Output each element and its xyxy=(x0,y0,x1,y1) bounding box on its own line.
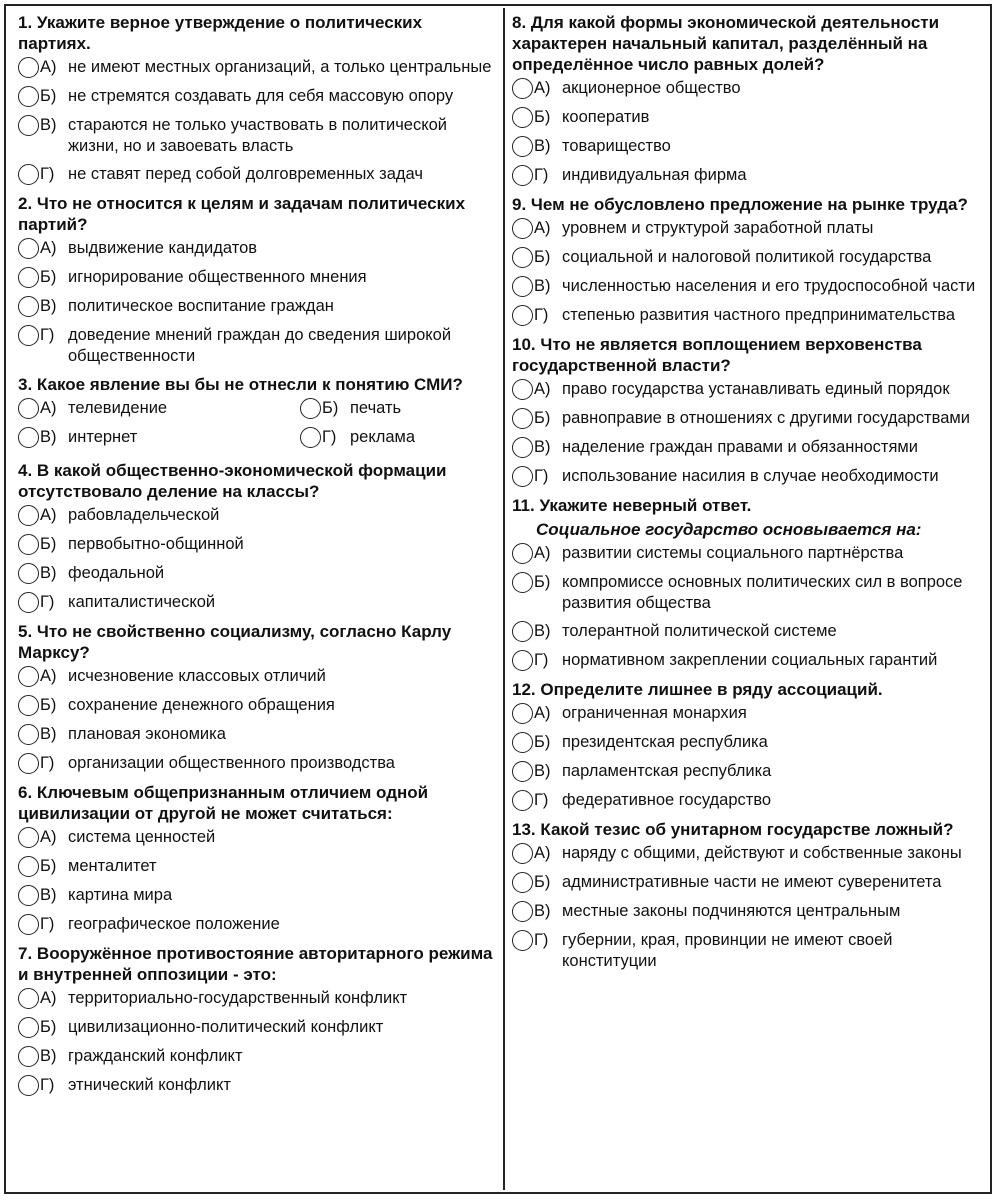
answer-option[interactable] xyxy=(512,78,986,100)
question-number: 5. xyxy=(18,622,33,641)
answer-option[interactable] xyxy=(18,86,498,108)
answer-option[interactable] xyxy=(18,427,300,449)
answer-option[interactable] xyxy=(512,621,986,643)
answer-letter: А) xyxy=(534,544,551,562)
answer-text: реклама xyxy=(350,428,416,446)
answer-text: цивилизационно-политический конфликт xyxy=(68,1018,384,1036)
answer-option[interactable] xyxy=(512,276,986,298)
answer-text: административные части не имеют суверенитета xyxy=(562,873,942,891)
answer-text: акционерное общество xyxy=(562,79,741,97)
answer-option[interactable] xyxy=(18,1046,498,1068)
answer-letter: Б) xyxy=(534,573,551,591)
answer-option[interactable] xyxy=(18,164,498,186)
question-text: Укажите верное утверждение о политических партиях. xyxy=(18,13,423,53)
answer-text: географическое положение xyxy=(68,915,280,933)
answer-letter: В) xyxy=(40,428,57,446)
question-title xyxy=(512,194,986,215)
answer-option[interactable] xyxy=(18,505,498,527)
answer-letter: Г) xyxy=(322,428,337,446)
answer-radio-circle-icon[interactable] xyxy=(18,296,39,317)
answer-radio-circle-icon[interactable] xyxy=(18,505,39,526)
answer-text: равноправие в отношениях с другими государствами xyxy=(562,409,970,427)
question-title xyxy=(512,679,986,700)
answer-text: уровнем и структурой заработной платы xyxy=(562,219,874,237)
answer-option[interactable] xyxy=(18,398,300,420)
answer-radio-circle-icon[interactable] xyxy=(18,592,39,613)
answer-radio-circle-icon[interactable] xyxy=(18,885,39,906)
answer-option[interactable] xyxy=(512,930,986,972)
answer-radio-circle-icon[interactable] xyxy=(512,761,533,782)
question-title xyxy=(512,334,986,376)
answer-radio-circle-icon[interactable] xyxy=(512,136,533,157)
answer-option[interactable] xyxy=(18,1017,498,1039)
answer-option[interactable] xyxy=(512,136,986,158)
question-number: 3. xyxy=(18,375,33,394)
answer-option[interactable] xyxy=(18,988,498,1010)
question-text: Определите лишнее в ряду ассоциаций. xyxy=(540,680,883,699)
question-title xyxy=(18,943,498,985)
answer-option[interactable] xyxy=(512,437,986,459)
question-4 xyxy=(18,460,498,614)
answer-radio-circle-icon[interactable] xyxy=(18,267,39,288)
answer-letter: Б) xyxy=(534,248,551,266)
answer-option[interactable] xyxy=(18,534,498,556)
answer-text: численностью населения и его трудоспособной части xyxy=(562,277,976,295)
answer-text: право государства устанавливать единый порядок xyxy=(562,380,950,398)
answer-letter: А) xyxy=(40,506,57,524)
answer-radio-circle-icon[interactable] xyxy=(18,753,39,774)
answer-text: наряду с общими, действуют и собственные законы xyxy=(562,844,962,862)
answer-letter: Б) xyxy=(322,399,339,417)
answer-text: кооператив xyxy=(562,108,650,126)
answer-radio-circle-icon[interactable] xyxy=(512,218,533,239)
answer-radio-circle-icon[interactable] xyxy=(18,164,39,185)
answer-text: выдвижение кандидатов xyxy=(68,239,258,257)
answer-radio-circle-icon[interactable] xyxy=(512,408,533,429)
answer-option[interactable] xyxy=(18,238,498,260)
answer-option[interactable] xyxy=(512,247,986,269)
answer-option[interactable] xyxy=(18,827,498,849)
answer-text: социальной и налоговой политикой государства xyxy=(562,248,932,266)
answer-letter: Б) xyxy=(534,409,551,427)
answer-radio-circle-icon[interactable] xyxy=(18,115,39,136)
answer-text: не имеют местных организаций, а только центральные xyxy=(68,58,492,76)
answer-radio-circle-icon[interactable] xyxy=(512,872,533,893)
answer-option[interactable] xyxy=(512,408,986,430)
question-8 xyxy=(512,12,986,187)
answer-text: организации общественного производства xyxy=(68,754,395,772)
answer-radio-circle-icon[interactable] xyxy=(18,1046,39,1067)
question-12 xyxy=(512,679,986,812)
answer-radio-circle-icon[interactable] xyxy=(512,703,533,724)
answer-text: плановая экономика xyxy=(68,725,226,743)
answer-letter: Г) xyxy=(534,651,549,669)
answer-letter: А) xyxy=(534,844,551,862)
answer-letter: Б) xyxy=(40,268,57,286)
answer-text: телевидение xyxy=(68,399,168,417)
answer-option[interactable] xyxy=(512,379,986,401)
answer-letter: В) xyxy=(534,902,551,920)
answer-text: стараются не только участвовать в политической жизни, но и завоевать власть xyxy=(68,116,448,155)
answer-text: степенью развития частного предпринимательства xyxy=(562,306,956,324)
answer-option[interactable] xyxy=(18,856,498,878)
question-1 xyxy=(18,12,498,186)
question-title xyxy=(512,12,986,75)
question-number: 1. xyxy=(18,13,33,32)
answer-radio-circle-icon[interactable] xyxy=(18,86,39,107)
answer-letter: В) xyxy=(40,886,57,904)
answer-radio-circle-icon[interactable] xyxy=(512,843,533,864)
answer-letter: В) xyxy=(534,438,551,456)
answer-text: ограниченная монархия xyxy=(562,704,747,722)
answer-radio-circle-icon[interactable] xyxy=(18,398,39,419)
answer-radio-circle-icon[interactable] xyxy=(512,437,533,458)
answer-letter: Г) xyxy=(534,306,549,324)
answer-letter: А) xyxy=(534,704,551,722)
answer-option[interactable] xyxy=(512,843,986,865)
question-title xyxy=(18,12,498,54)
answer-option[interactable] xyxy=(18,592,498,614)
answer-letter: Б) xyxy=(534,108,551,126)
answer-letter: А) xyxy=(40,667,57,685)
answer-option[interactable] xyxy=(18,115,498,157)
answer-letter: В) xyxy=(534,137,551,155)
answer-radio-circle-icon[interactable] xyxy=(18,724,39,745)
answer-radio-circle-icon[interactable] xyxy=(18,666,39,687)
answer-letter: А) xyxy=(40,399,57,417)
answer-radio-circle-icon[interactable] xyxy=(512,790,533,811)
answer-radio-circle-icon[interactable] xyxy=(18,827,39,848)
answer-text: губернии, края, провинции не имеют своей конституции xyxy=(562,931,893,970)
question-title xyxy=(18,621,498,663)
answer-radio-circle-icon[interactable] xyxy=(18,695,39,716)
question-text: Что не является воплощением верховенства государственной власти? xyxy=(512,335,922,375)
answer-letter: Б) xyxy=(40,857,57,875)
answer-option[interactable] xyxy=(512,790,986,812)
answer-letter: Б) xyxy=(40,87,57,105)
answer-text: развитии системы социального партнёрства xyxy=(562,544,904,562)
answer-radio-circle-icon[interactable] xyxy=(18,57,39,78)
answer-letter: Б) xyxy=(534,733,551,751)
answer-letter: А) xyxy=(534,79,551,97)
answer-letter: Г) xyxy=(534,931,549,949)
answer-radio-circle-icon[interactable] xyxy=(512,732,533,753)
answer-radio-circle-icon[interactable] xyxy=(18,988,39,1009)
answer-text: исчезновение классовых отличий xyxy=(68,667,326,685)
answer-text: система ценностей xyxy=(68,828,216,846)
answer-letter: Г) xyxy=(534,791,549,809)
answer-radio-circle-icon[interactable] xyxy=(512,379,533,400)
answer-letter: В) xyxy=(534,277,551,295)
answer-option[interactable] xyxy=(18,724,498,746)
answer-option[interactable] xyxy=(512,165,986,187)
answer-option[interactable] xyxy=(18,267,498,289)
question-13 xyxy=(512,819,986,972)
answer-letter: А) xyxy=(534,380,551,398)
answer-text: рабовладельческой xyxy=(68,506,220,524)
question-text: Чем не обусловлено предложение на рынке труда? xyxy=(530,195,968,214)
answer-letter: Г) xyxy=(40,326,55,344)
question-title xyxy=(18,460,498,502)
answer-text: первобытно-общинной xyxy=(68,535,244,553)
question-title xyxy=(18,374,498,395)
answer-letter: Г) xyxy=(40,593,55,611)
question-number: 12. xyxy=(512,680,536,699)
answer-text: интернет xyxy=(68,428,138,446)
answer-radio-circle-icon[interactable] xyxy=(512,466,533,487)
answer-letter: Г) xyxy=(40,754,55,772)
answer-letter: Г) xyxy=(534,166,549,184)
question-11 xyxy=(512,495,986,672)
answer-text: президентская республика xyxy=(562,733,768,751)
answer-letter: А) xyxy=(40,989,57,1007)
answer-letter: В) xyxy=(534,762,551,780)
answer-option[interactable] xyxy=(512,650,986,672)
answer-radio-circle-icon[interactable] xyxy=(512,543,533,564)
answer-radio-circle-icon[interactable] xyxy=(18,1075,39,1096)
question-title xyxy=(18,193,498,235)
answer-option[interactable] xyxy=(18,325,498,367)
answer-letter: Б) xyxy=(40,535,57,553)
question-text: Какой тезис об унитарном государстве ложный? xyxy=(540,820,954,839)
answer-option[interactable] xyxy=(512,572,986,614)
answer-letter: А) xyxy=(40,828,57,846)
answer-option[interactable] xyxy=(18,57,498,79)
question-title xyxy=(512,819,986,840)
answer-text: местные законы подчиняются центральным xyxy=(562,902,901,920)
answer-radio-circle-icon[interactable] xyxy=(512,276,533,297)
answer-option[interactable] xyxy=(512,543,986,565)
answer-text: игнорирование общественного мнения xyxy=(68,268,367,286)
answer-letter: А) xyxy=(40,58,57,76)
answer-text: сохранение денежного обращения xyxy=(68,696,335,714)
question-number: 10. xyxy=(512,335,536,354)
question-text: Вооружённое противостояние авторитарного режима и внутренней оппозиции - это: xyxy=(18,944,493,984)
answer-text: компромиссе основных политических сил в вопросе развития общества xyxy=(562,573,963,612)
answer-radio-circle-icon[interactable] xyxy=(300,427,321,448)
question-text: В какой общественно-экономической формации отсутствовало деление на классы? xyxy=(18,461,447,501)
question-number: 2. xyxy=(18,194,33,213)
answer-letter: В) xyxy=(40,297,57,315)
answer-letter: А) xyxy=(534,219,551,237)
answer-letter: В) xyxy=(40,725,57,743)
column-divider xyxy=(503,8,505,1190)
answer-option[interactable] xyxy=(512,305,986,327)
answer-radio-circle-icon[interactable] xyxy=(512,247,533,268)
answer-letter: Б) xyxy=(40,696,57,714)
answer-option[interactable] xyxy=(18,753,498,775)
answer-letter: А) xyxy=(40,239,57,257)
answer-letter: В) xyxy=(40,1047,57,1065)
question-number: 6. xyxy=(18,783,33,802)
answer-text: феодальной xyxy=(68,564,165,582)
answer-text: федеративное государство xyxy=(562,791,772,809)
question-number: 13. xyxy=(512,820,536,839)
question-text: Укажите неверный ответ. xyxy=(539,496,752,515)
answer-letter: Б) xyxy=(534,873,551,891)
answer-option[interactable] xyxy=(512,107,986,129)
answer-text: не стремятся создавать для себя массовую опору xyxy=(68,87,454,105)
answer-letter: В) xyxy=(40,564,57,582)
answer-option[interactable] xyxy=(18,563,498,585)
answer-option[interactable] xyxy=(512,761,986,783)
answer-option[interactable] xyxy=(300,427,415,449)
answer-text: этнический конфликт xyxy=(68,1076,231,1094)
question-subtitle: Социальное государство основывается на: xyxy=(536,520,922,539)
answer-text: товарищество xyxy=(562,137,671,155)
question-7 xyxy=(18,943,498,1097)
answer-radio-circle-icon[interactable] xyxy=(300,398,321,419)
answer-option[interactable] xyxy=(512,732,986,754)
answer-option[interactable] xyxy=(18,914,498,936)
answer-option[interactable] xyxy=(300,398,401,420)
answer-letter: В) xyxy=(40,116,57,134)
question-5 xyxy=(18,621,498,775)
answer-radio-circle-icon[interactable] xyxy=(18,325,39,346)
answer-text: гражданский конфликт xyxy=(68,1047,243,1065)
answer-text: капиталистической xyxy=(68,593,216,611)
answer-option[interactable] xyxy=(18,1075,498,1097)
answer-radio-circle-icon[interactable] xyxy=(512,930,533,951)
answer-radio-circle-icon[interactable] xyxy=(512,107,533,128)
answer-option[interactable] xyxy=(512,218,986,240)
question-6 xyxy=(18,782,498,936)
answer-radio-circle-icon[interactable] xyxy=(512,305,533,326)
question-9 xyxy=(512,194,986,327)
question-number: 9. xyxy=(512,195,527,214)
answer-text: менталитет xyxy=(68,857,157,875)
answer-text: парламентская республика xyxy=(562,762,772,780)
answer-text: толерантной политической системе xyxy=(562,622,837,640)
answer-radio-circle-icon[interactable] xyxy=(18,856,39,877)
answer-radio-circle-icon[interactable] xyxy=(18,563,39,584)
answer-letter: Г) xyxy=(40,1076,55,1094)
left-column xyxy=(18,12,498,1192)
answer-radio-circle-icon[interactable] xyxy=(18,914,39,935)
answer-radio-circle-icon[interactable] xyxy=(18,238,39,259)
answer-radio-circle-icon[interactable] xyxy=(512,650,533,671)
answer-text: использование насилия в случае необходимости xyxy=(562,467,939,485)
answer-text: картина мира xyxy=(68,886,173,904)
answer-text: индивидуальная фирма xyxy=(562,166,747,184)
answer-letter: Г) xyxy=(534,467,549,485)
answer-letter: Б) xyxy=(40,1018,57,1036)
answer-option[interactable] xyxy=(18,695,498,717)
answer-radio-circle-icon[interactable] xyxy=(512,572,533,593)
answer-option[interactable] xyxy=(18,296,498,318)
answer-radio-circle-icon[interactable] xyxy=(512,901,533,922)
answer-letter: Г) xyxy=(40,165,55,183)
question-text: Ключевым общепризнанным отличием одной цивилизации от другой не может считаться: xyxy=(18,783,429,823)
answer-text: печать xyxy=(350,399,402,417)
question-number: 4. xyxy=(18,461,33,480)
question-number: 11. xyxy=(512,496,535,515)
question-title xyxy=(18,782,498,824)
question-text: Что не свойственно социализму, согласно Карлу Марксу? xyxy=(18,622,452,662)
answer-text: политическое воспитание граждан xyxy=(68,297,334,315)
answer-option[interactable] xyxy=(512,466,986,488)
test-sheet xyxy=(4,4,992,1194)
answer-radio-circle-icon[interactable] xyxy=(18,534,39,555)
right-column xyxy=(512,12,986,1192)
answer-text: наделение граждан правами и обязанностями xyxy=(562,438,918,456)
question-text: Какое явление вы бы не отнесли к понятию СМИ? xyxy=(36,375,463,394)
question-text: Для какой формы экономической деятельности характерен начальный капитал, разделённый на определённое число равных долей? xyxy=(512,13,940,74)
answer-option[interactable] xyxy=(512,901,986,923)
answer-row xyxy=(18,427,498,456)
answer-text: территориально-государственный конфликт xyxy=(68,989,408,1007)
answer-radio-circle-icon[interactable] xyxy=(18,1017,39,1038)
answer-text: не ставят перед собой долговременных задач xyxy=(68,165,423,183)
question-3 xyxy=(18,374,498,456)
question-number: 7. xyxy=(18,944,33,963)
question-2 xyxy=(18,193,498,367)
answer-letter: Г) xyxy=(40,915,55,933)
answer-radio-circle-icon[interactable] xyxy=(512,165,533,186)
question-text: Что не относится к целям и задачам политических партий? xyxy=(18,194,466,234)
answer-text: нормативном закреплении социальных гарантий xyxy=(562,651,938,669)
question-title xyxy=(512,495,986,516)
answer-letter: В) xyxy=(534,622,551,640)
answer-radio-circle-icon[interactable] xyxy=(512,621,533,642)
answer-radio-circle-icon[interactable] xyxy=(18,427,39,448)
answer-text: доведение мнений граждан до сведения широкой общественности xyxy=(68,326,452,365)
answer-option[interactable] xyxy=(512,703,986,725)
question-number: 8. xyxy=(512,13,527,32)
question-10 xyxy=(512,334,986,488)
answer-option[interactable] xyxy=(18,666,498,688)
answer-radio-circle-icon[interactable] xyxy=(512,78,533,99)
answer-option[interactable] xyxy=(512,872,986,894)
answer-option[interactable] xyxy=(18,885,498,907)
answer-row xyxy=(18,398,498,427)
